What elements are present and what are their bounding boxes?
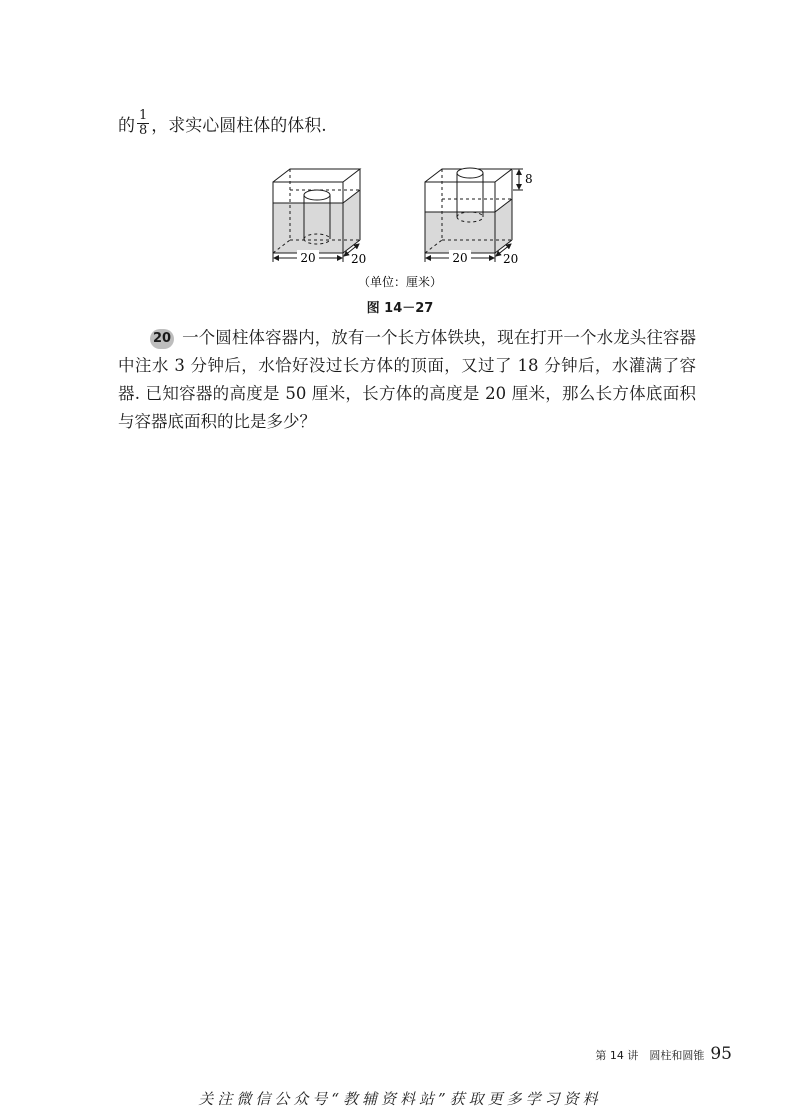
intro-line: [118, 106, 327, 140]
problem-20: [118, 324, 696, 436]
fraction-denominator: 8: [139, 122, 148, 138]
left-container: [273, 169, 360, 253]
right-width-label: 20: [452, 251, 468, 265]
page-number: 95: [710, 1044, 732, 1064]
right-height-dimension: [513, 169, 523, 190]
unit-note: （单位：厘米）: [357, 275, 443, 289]
problem-number-badge: 20: [150, 329, 174, 349]
left-water-side: [343, 190, 360, 253]
figure-14-27: [0, 150, 800, 295]
right-depth-label: 20: [503, 252, 519, 266]
fraction-numerator: 1: [139, 107, 148, 123]
right-container: [425, 168, 512, 253]
intro-prefix: 的: [118, 115, 135, 136]
figure-caption: 图 14－27: [366, 301, 434, 316]
watermark-text: 关注微信公众号“教辅资料站”获取更多学习资料: [198, 1090, 602, 1108]
right-height-label: 8: [525, 172, 533, 186]
page-footer: [595, 1044, 732, 1064]
problem-text: 一个圆柱体容器内，放有一个长方体铁块，现在打开一个水龙头往容器中注水 3 分钟后，水恰好没过长方体的顶面，又过了 18 分钟后，水灌满了容器. 已知容器的高度是 50 厘米，长方体的高度是 20 厘米，那么长方体底面积与容器底面积的比是多少？: [118, 328, 696, 431]
fraction: [137, 109, 149, 138]
chapter-title: 第 14 讲 圆柱和圆锥: [595, 1049, 705, 1062]
left-depth-label: 20: [351, 252, 367, 266]
right-water-front: [425, 212, 495, 253]
intro-suffix: ，求实心圆柱体的体积.: [151, 115, 327, 136]
left-width-label: 20: [300, 251, 316, 265]
